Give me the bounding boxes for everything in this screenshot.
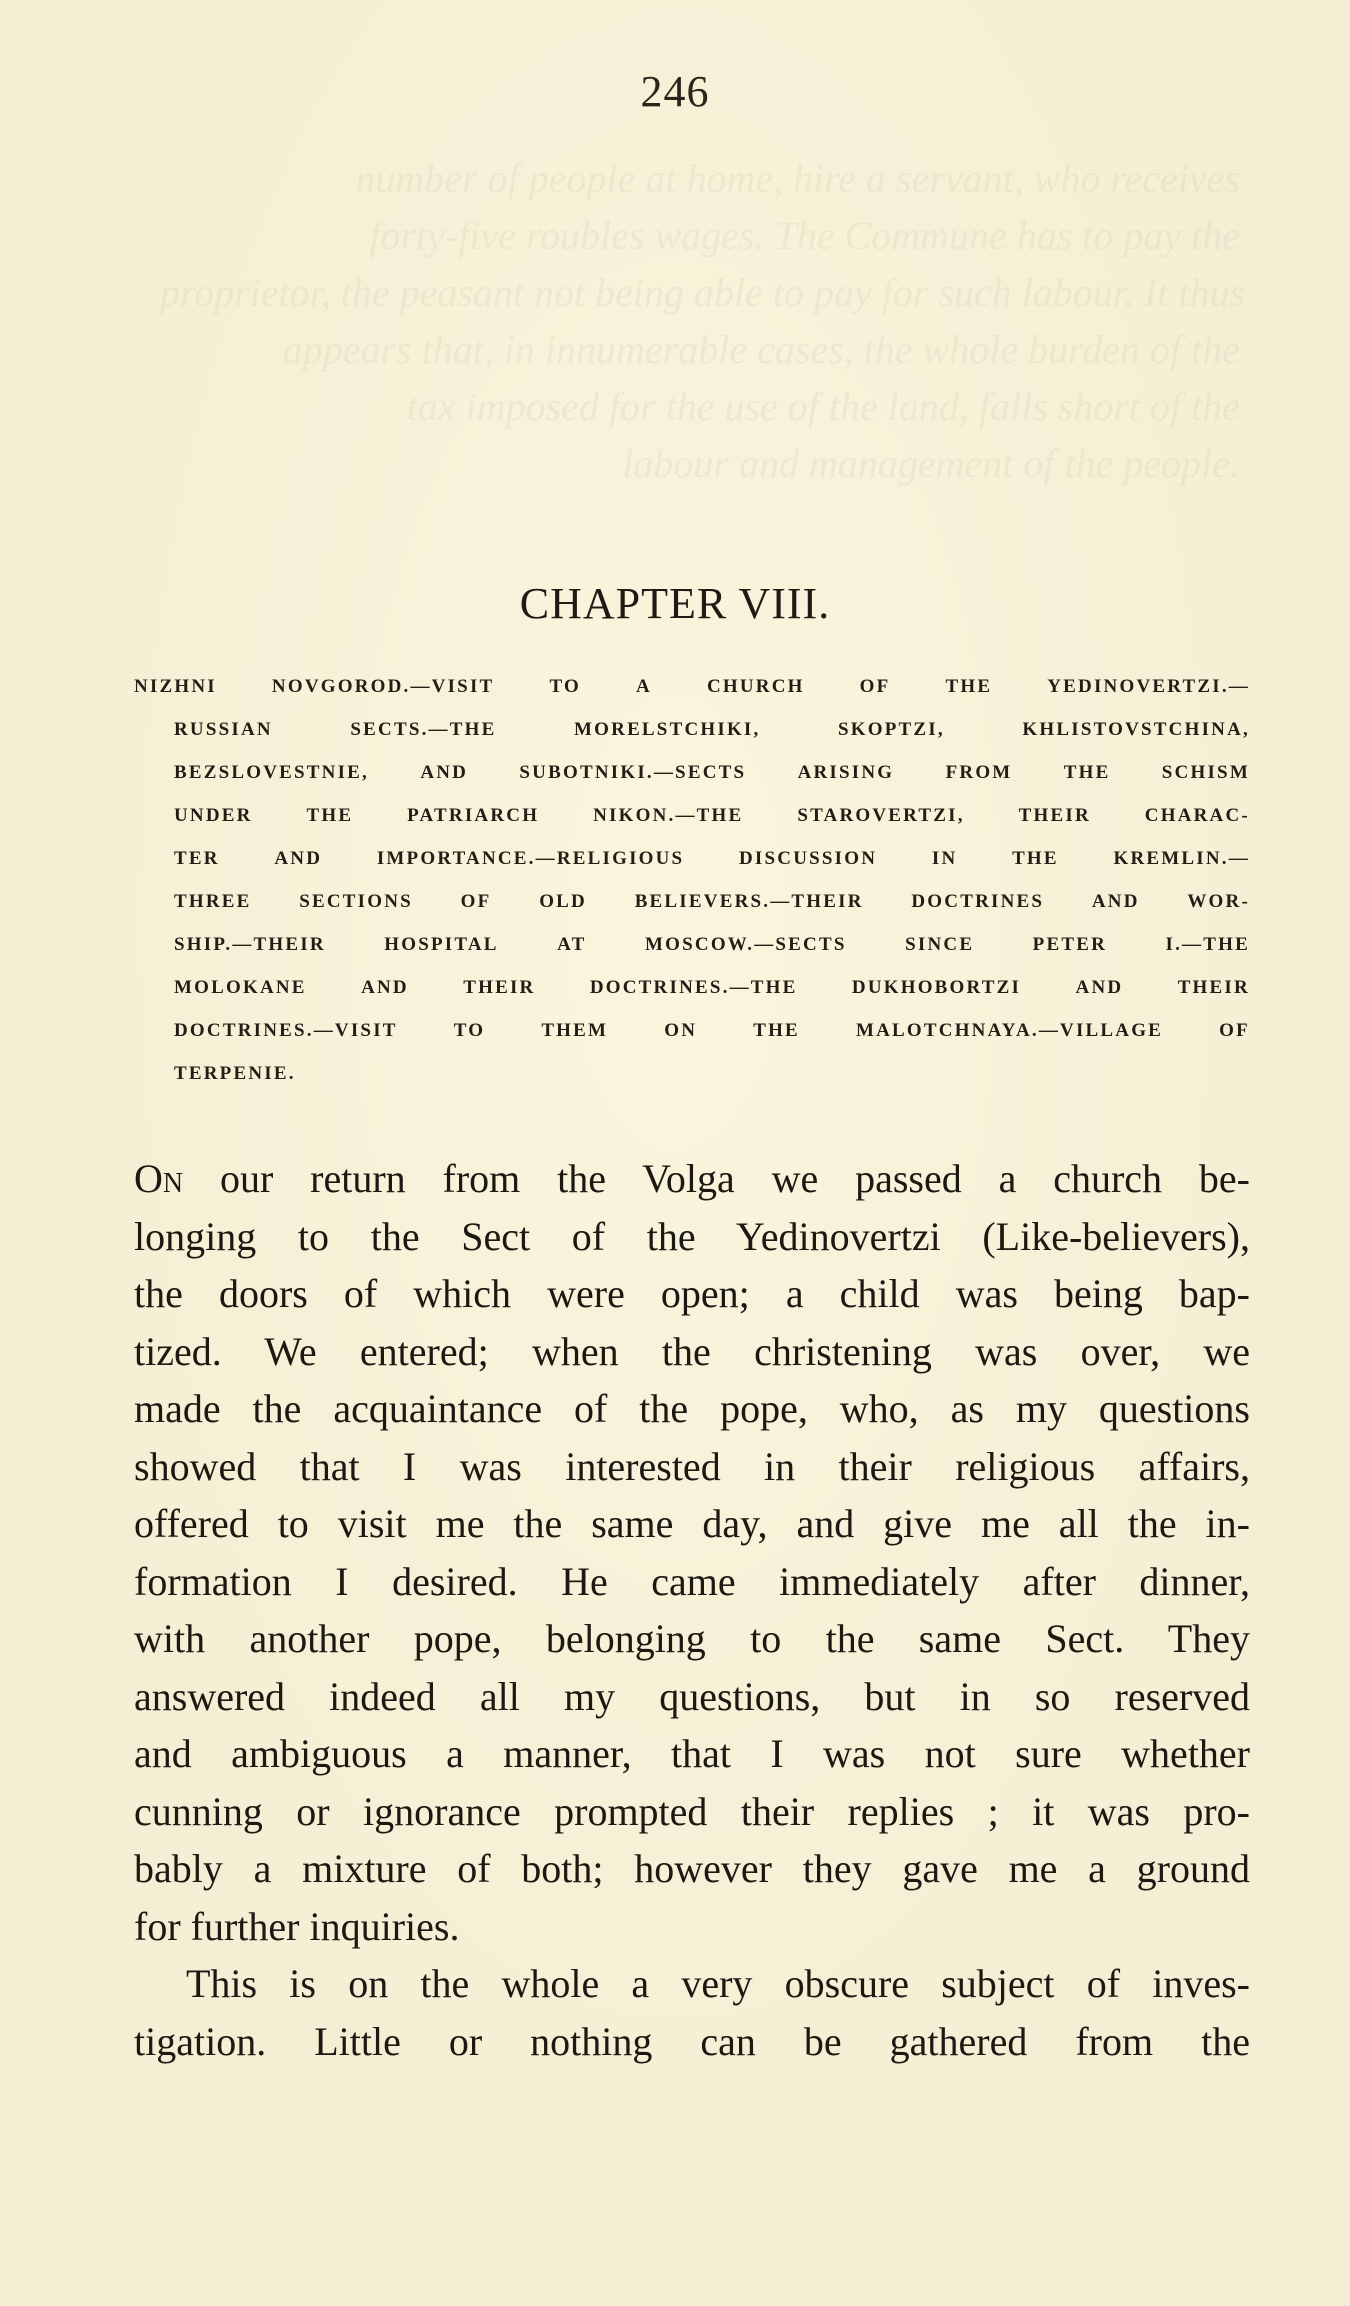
paragraph-line: tized. We entered; when the christening was over, we	[134, 1328, 1250, 1374]
paragraph-line: formation I desired. He came immediately after dinner,	[134, 1558, 1250, 1604]
bleed-line: labour and management of the people.	[622, 441, 1240, 486]
paragraph-line: made the acquaintance of the pope, who, as my questions	[134, 1386, 1250, 1431]
bleed-line: appears that, in innumerable cases, the whole burden of the	[282, 327, 1240, 372]
first-line-rest: our return from the Volga we passed a church be-	[183, 1156, 1250, 1201]
paragraph-line: bably a mixture of both; however they gave me a ground	[134, 1846, 1250, 1891]
bleed-line: forty-five roubles wages. The Commune has to pay the	[369, 213, 1240, 258]
drop-word: On	[134, 1156, 184, 1201]
bleed-line: proprietor, the peasant not being able to pay for such labour. It thus	[160, 270, 1246, 315]
paragraph-line: This is on the whole a very obscure subject of inves-	[186, 1961, 1250, 2006]
paragraph-line: longing to the Sect of the Yedinovertzi (Like-believers),	[134, 1213, 1250, 1259]
paragraph-line: for further inquiries.	[134, 1903, 460, 1949]
paragraph-line: cunning or ignorance prompted their replies ; it was pro-	[134, 1788, 1250, 1834]
paragraph-line: with another pope, belonging to the same Sect. They	[134, 1616, 1250, 1661]
chapter-title: CHAPTER VIII.	[519, 579, 831, 628]
bleed-line: number of people at home, hire a servant, who receives	[355, 156, 1240, 201]
page-number: 246	[640, 67, 710, 116]
paragraph-line: the doors of which were open; a child was being bap-	[134, 1271, 1250, 1316]
paragraph-line: answered indeed all my questions, but in so reserved	[134, 1673, 1250, 1719]
paragraph-line: showed that I was interested in their religious affairs,	[134, 1443, 1250, 1489]
bleed-line: tax imposed for the use of the land, falls short of the	[406, 384, 1240, 429]
paragraph-line: and ambiguous a manner, that I was not sure whether	[134, 1731, 1250, 1776]
paragraph-line: tigation. Little or nothing can be gathered from the	[134, 2018, 1250, 2064]
paragraph-line: offered to visit me the same day, and give me all the in-	[134, 1501, 1250, 1546]
book-page: number of people at home, hire a servant, who receives forty-five roubles wages. The Commune has to pay the proprietor, the peasant not being able to pay for such labour. It thus appears that, in innumerable cases, the whole burden of the tax imposed for the use of the land, falls short of the labour and management of the people. 246 CHAPTER VIII. NIZHNI NOVGOROD.—VISIT TO A CHURCH OF THE YEDINOVERTZI.— RUSSIAN SECTS.—THE MORELSTCHIKI, SKOPTZI, KHLISTOVSTCHINA, BEZSLOVESTNIE, AND SUBOTNIKI.—SECTS ARISING FROM THE SCHISM UNDER THE PATRIARCH NIKON.—THE STAROVERTZI, THEIR CHARAC- TER AND IMPORTANCE.—RELIGIOUS DISCUSSION IN THE KREMLIN.— THREE SECTIONS OF OLD BELIEVERS.—THEIR DOCTRINES AND WOR- SHIP.—THEIR HOSPITAL AT MOSCOW.—SECTS SINCE PETER I.—THE MOLOKANE AND THEIR DOCTRINES.—THE DUKHOBORTZI AND THEIR DOCTRINES.—VISIT TO THEM ON THE MALOTCHNAYA.—VILLAGE OF TERPENIE. On our return from the Volga we passed a church be- longing to the Sect of the Yedinovertzi (Like-believers), the doors of which were open; a child was being bap- tized. We entered; when the christening was over, we made the acquaintance of the pope, who, as my questions showed that I was interested in their religious affairs, offered to visit me the same day, and give me all the in- formation I desired. He came immediately after dinner, with another pope, belonging to the same Sect. They answered indeed all my questions, but in so reserved and ambiguous a manner, that I was not sure whether cunning or ignorance prompted their replies ; it was pro- bably a mixture of both; however they gave me a ground for further inquiries. This is on the whole a very obscure subject of inves- tigation. Little or nothing can be gathered from the	[0, 0, 1350, 2306]
bleed-through-text	[160, 150, 1246, 492]
paragraph-line	[134, 1155, 1250, 1203]
